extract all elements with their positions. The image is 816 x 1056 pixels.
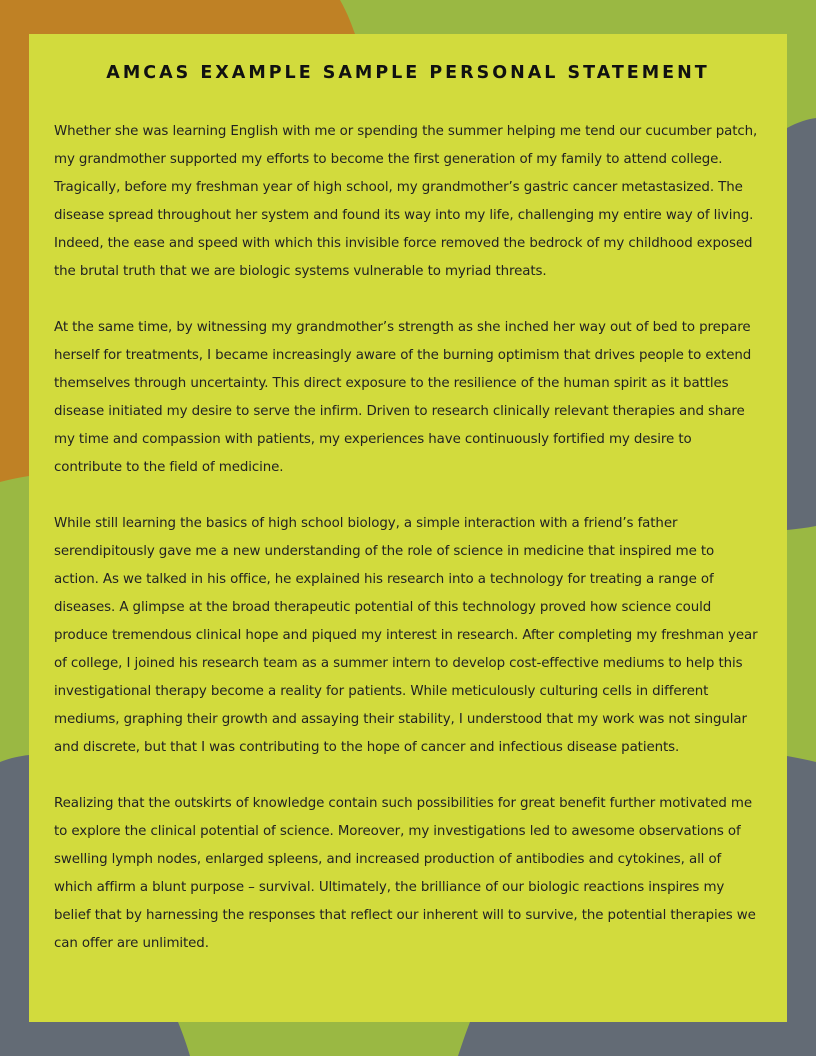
document-title: AMCAS EXAMPLE SAMPLE PERSONAL STATEMENT: [106, 63, 710, 83]
statement-body: [29, 118, 787, 958]
paragraph-3: While still learning the basics of high school biology, a simple interaction with a friend’s father serendipitously gave me a new understanding of the role of science in medicine that inspired me to action. As we talked in his office, he explained his research into a technology for treating a range of diseases. A glimpse at the broad therapeutic potential of this technology proved how science could produce tremendous clinical hope and piqued my interest in research. After completing my freshman year of college, I joined his research team as a summer intern to develop cost-effective mediums to help this investigational therapy become a reality for patients. While meticulously culturing cells in different mediums, graphing their growth and assaying their stability, I understood that my work was not singular and discrete, but that I was contributing to the hope of cancer and infectious disease patients.: [54, 516, 758, 755]
statement-card: [29, 34, 787, 1022]
paragraph-2: At the same time, by witnessing my grandmother’s strength as she inched her way out of bed to prepare herself for treatments, I became increasingly aware of the burning optimism that drives people to extend themselves through uncertainty. This direct exposure to the resilience of the human spirit as it battles disease initiated my desire to serve the infirm. Driven to research clinically relevant therapies and share my time and compassion with patients, my experiences have continuously fortified my desire to contribute to the field of medicine.: [54, 320, 752, 475]
paragraph-4: Realizing that the outskirts of knowledge contain such possibilities for great benefit further motivated me to explore the clinical potential of science. Moreover, my investigations led to awesome observations of swelling lymph nodes, enlarged spleens, and increased production of antibodies and cytokines, all of which affirm a blunt purpose – survival. Ultimately, the brilliance of our biologic reactions inspires my belief that by harnessing the responses that reflect our inherent will to survive, the potential therapies we can offer are unlimited.: [54, 796, 756, 951]
slate-blob-right: [787, 118, 816, 530]
paragraph-1: Whether she was learning English with me or spending the summer helping me tend our cucumber patch, my grandmother supported my efforts to become the first generation of my family to attend college. Tragically, before my freshman year of high school, my grandmother’s gastric cancer metastasized. The disease spread throughout her system and found its way into my life, challenging my entire way of living. Indeed, the ease and speed with which this invisible force removed the bedrock of my childhood exposed the brutal truth that we are biologic systems vulnerable to myriad threats.: [54, 124, 758, 279]
